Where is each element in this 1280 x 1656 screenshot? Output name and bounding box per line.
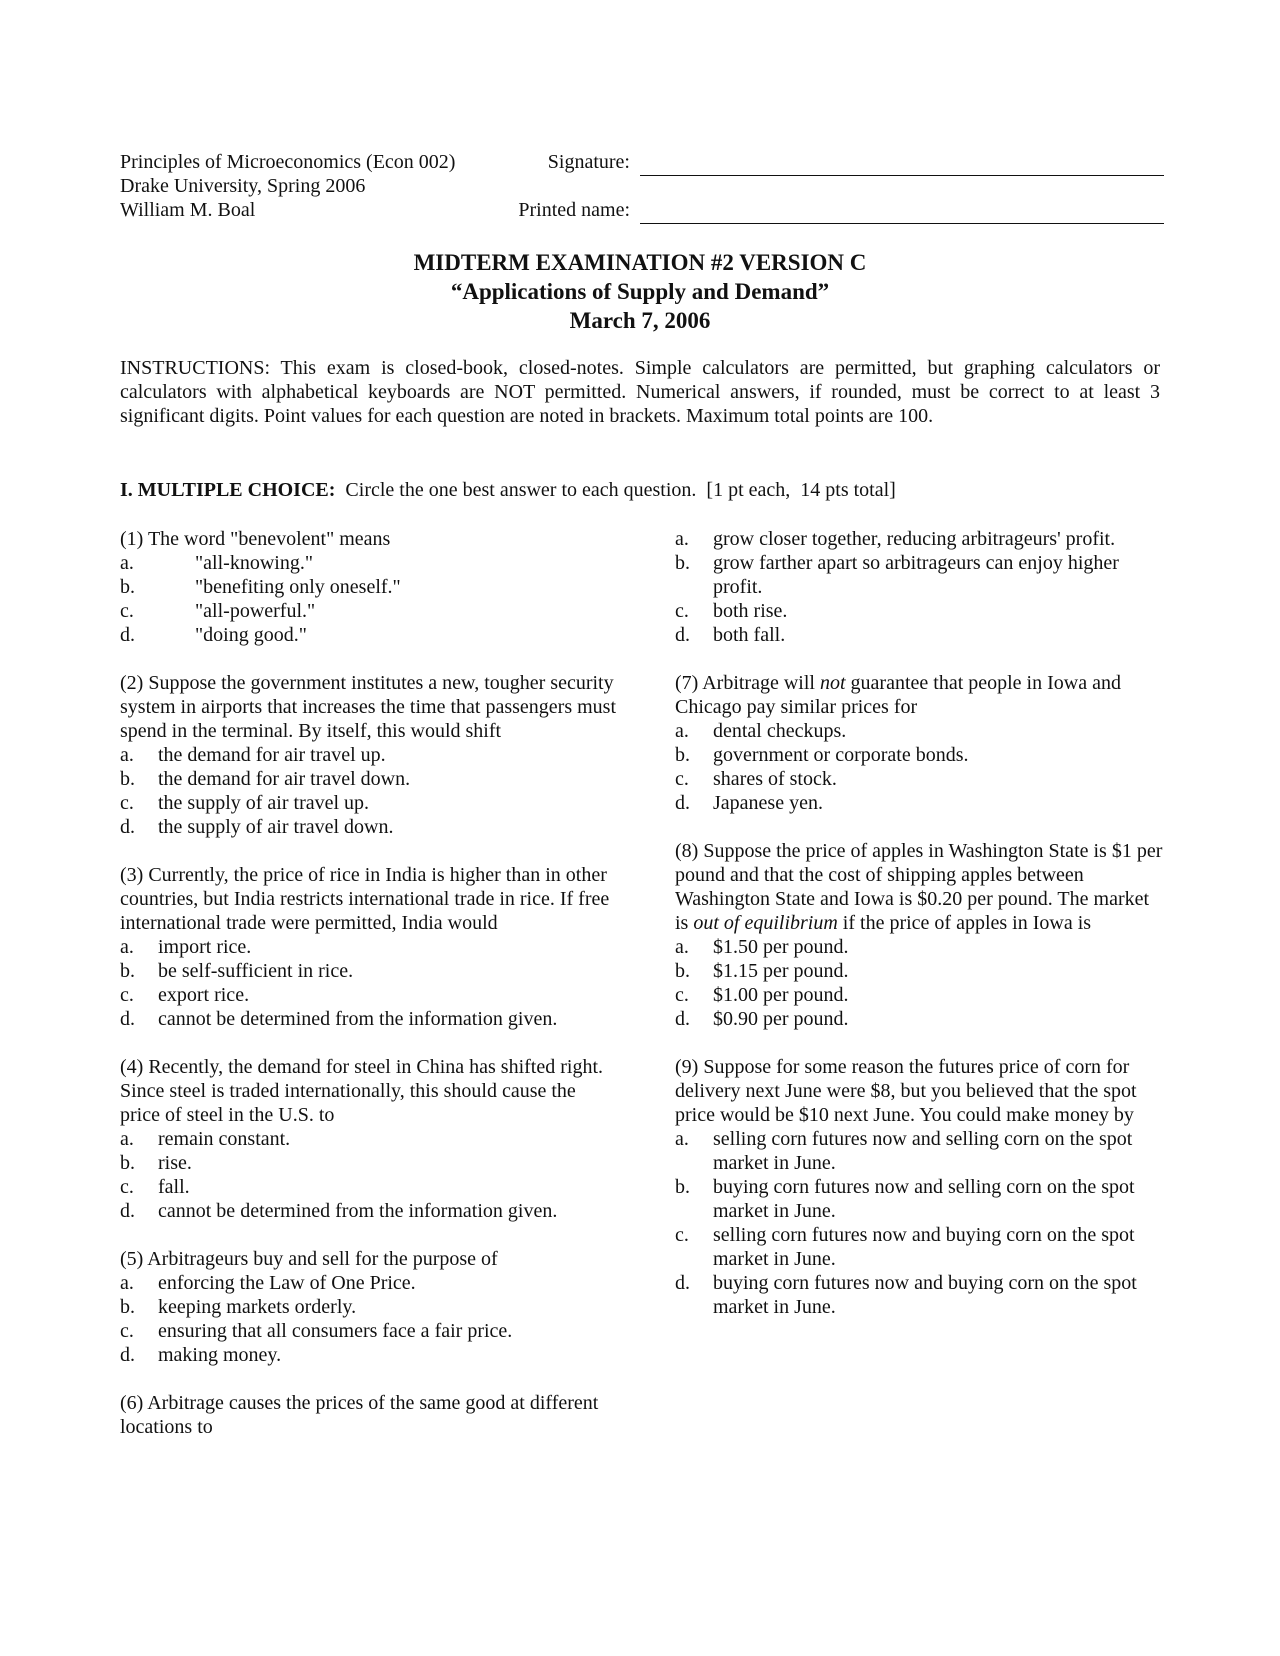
option-a[interactable]: a. dental checkups.	[675, 720, 847, 742]
question-4	[120, 1055, 620, 1223]
option-b[interactable]: b. rise.	[120, 1152, 192, 1174]
option-d[interactable]: d. the supply of air travel down.	[120, 816, 394, 838]
left-column	[120, 527, 620, 1463]
option-b[interactable]: b. keeping markets orderly.	[120, 1296, 357, 1318]
question-stem: (6) Arbitrage causes the prices of the same good at different locations to	[120, 1392, 599, 1438]
title-line-3: March 7, 2006	[569, 308, 711, 333]
question-3	[120, 863, 620, 1031]
option-c[interactable]: c. shares of stock.	[675, 768, 837, 790]
option-c[interactable]: c. the supply of air travel up.	[120, 792, 370, 814]
option-a[interactable]: a. "all-knowing."	[120, 552, 313, 574]
option-d[interactable]: d. cannot be determined from the information given.	[120, 1008, 558, 1030]
option-b[interactable]: b. "benefiting only oneself."	[120, 576, 401, 598]
title-line-2: “Applications of Supply and Demand”	[450, 279, 830, 304]
option-a[interactable]: a. $1.50 per pound.	[675, 936, 849, 958]
signature-line[interactable]	[640, 153, 1164, 176]
option-b[interactable]: b. the demand for air travel down.	[120, 768, 411, 790]
option-c[interactable]: c. export rice.	[120, 984, 250, 1006]
question-stem: (2) Suppose the government institutes a new, tougher security system in airports that increases the time that passengers must spend in the terminal. By itself, this would shift	[120, 672, 616, 742]
option-b[interactable]: b. buying corn futures now and selling corn on the spot market in June.	[675, 1176, 1135, 1222]
printed-name-label: Printed name:	[518, 199, 630, 221]
option-d[interactable]: d. "doing good."	[120, 624, 307, 646]
right-column	[675, 527, 1165, 1343]
school-term: Drake University, Spring 2006	[120, 175, 366, 197]
section-text: Circle the one best answer to each question. [1 pt each, 14 pts total]	[335, 479, 896, 501]
course-info	[120, 150, 500, 222]
option-a[interactable]: a. enforcing the Law of One Price.	[120, 1272, 416, 1294]
option-d[interactable]: d. cannot be determined from the information given.	[120, 1200, 558, 1222]
question-2	[120, 671, 620, 839]
question-stem: (8) Suppose the price of apples in Washington State is $1 per pound and that the cost of shipping apples between Washington State and Iowa is $0.20 per pound. The market is out of equilibrium if the price of apples in Iowa is	[675, 840, 1163, 934]
question-1	[120, 527, 620, 647]
question-stem: (1) The word "benevolent" means	[120, 528, 391, 550]
course-name: Principles of Microeconomics (Econ 002)	[120, 151, 456, 173]
question-stem: (7) Arbitrage will not guarantee that people in Iowa and Chicago pay similar prices for	[675, 672, 1121, 718]
option-d[interactable]: d. $0.90 per pound.	[675, 1008, 849, 1030]
question-stem: (4) Recently, the demand for steel in China has shifted right. Since steel is traded internationally, this should cause the price of steel in the U.S. to	[120, 1056, 604, 1126]
option-b[interactable]: b. be self-sufficient in rice.	[120, 960, 354, 982]
option-a[interactable]: a. grow closer together, reducing arbitrageurs' profit.	[675, 528, 1116, 550]
question-6	[120, 1391, 620, 1439]
question-stem: (5) Arbitrageurs buy and sell for the purpose of	[120, 1248, 498, 1270]
signature-label: Signature:	[547, 151, 630, 173]
question-7	[675, 671, 1165, 815]
option-a[interactable]: a. remain constant.	[120, 1128, 291, 1150]
question-stem: (9) Suppose for some reason the futures price of corn for delivery next June were $8, but you believed that the spot price would be $10 next June. You could make money by	[675, 1056, 1137, 1126]
option-a[interactable]: a. selling corn futures now and selling corn on the spot market in June.	[675, 1128, 1133, 1174]
option-a[interactable]: a. import rice.	[120, 936, 252, 958]
section-heading	[120, 478, 1160, 502]
exam-title	[0, 248, 1280, 335]
option-a[interactable]: a. the demand for air travel up.	[120, 744, 386, 766]
question-stem: (3) Currently, the price of rice in India is higher than in other countries, but India restricts international trade in rice. If free international trade were permitted, India would	[120, 864, 610, 934]
option-d[interactable]: d. buying corn futures now and buying corn on the spot market in June.	[675, 1272, 1137, 1318]
option-c[interactable]: c. fall.	[120, 1176, 190, 1198]
question-8	[675, 839, 1165, 1031]
question-9	[675, 1055, 1165, 1319]
option-b[interactable]: b. grow farther apart so arbitrageurs can enjoy higher profit.	[675, 552, 1119, 598]
title-line-1: MIDTERM EXAMINATION #2 VERSION C	[413, 250, 867, 275]
instructions: INSTRUCTIONS: This exam is closed-book, closed-notes. Simple calculators are permitted, but graphing calculators or calculators with alphabetical keyboards are NOT permitted. Numerical answers, if rounded, must be correct to at least 3 significant digits. Point values for each question are noted in brackets. Maximum total points are 100.	[120, 357, 1160, 427]
printed-name-line[interactable]	[640, 201, 1164, 224]
question-6-options	[675, 527, 1165, 647]
option-d[interactable]: d. both fall.	[675, 624, 786, 646]
option-c[interactable]: c. selling corn futures now and buying corn on the spot market in June.	[675, 1224, 1135, 1270]
option-d[interactable]: d. making money.	[120, 1344, 282, 1366]
option-c[interactable]: c. ensuring that all consumers face a fair price.	[120, 1320, 513, 1342]
option-b[interactable]: b. $1.15 per pound.	[675, 960, 849, 982]
question-5	[120, 1247, 620, 1367]
section-title: I. MULTIPLE CHOICE:	[120, 479, 336, 501]
option-b[interactable]: b. government or corporate bonds.	[675, 744, 969, 766]
option-c[interactable]: c. both rise.	[675, 600, 788, 622]
option-d[interactable]: d. Japanese yen.	[675, 792, 823, 814]
option-c[interactable]: c. $1.00 per pound.	[675, 984, 849, 1006]
option-c[interactable]: c. "all-powerful."	[120, 600, 316, 622]
instructor-name: William M. Boal	[120, 199, 256, 221]
